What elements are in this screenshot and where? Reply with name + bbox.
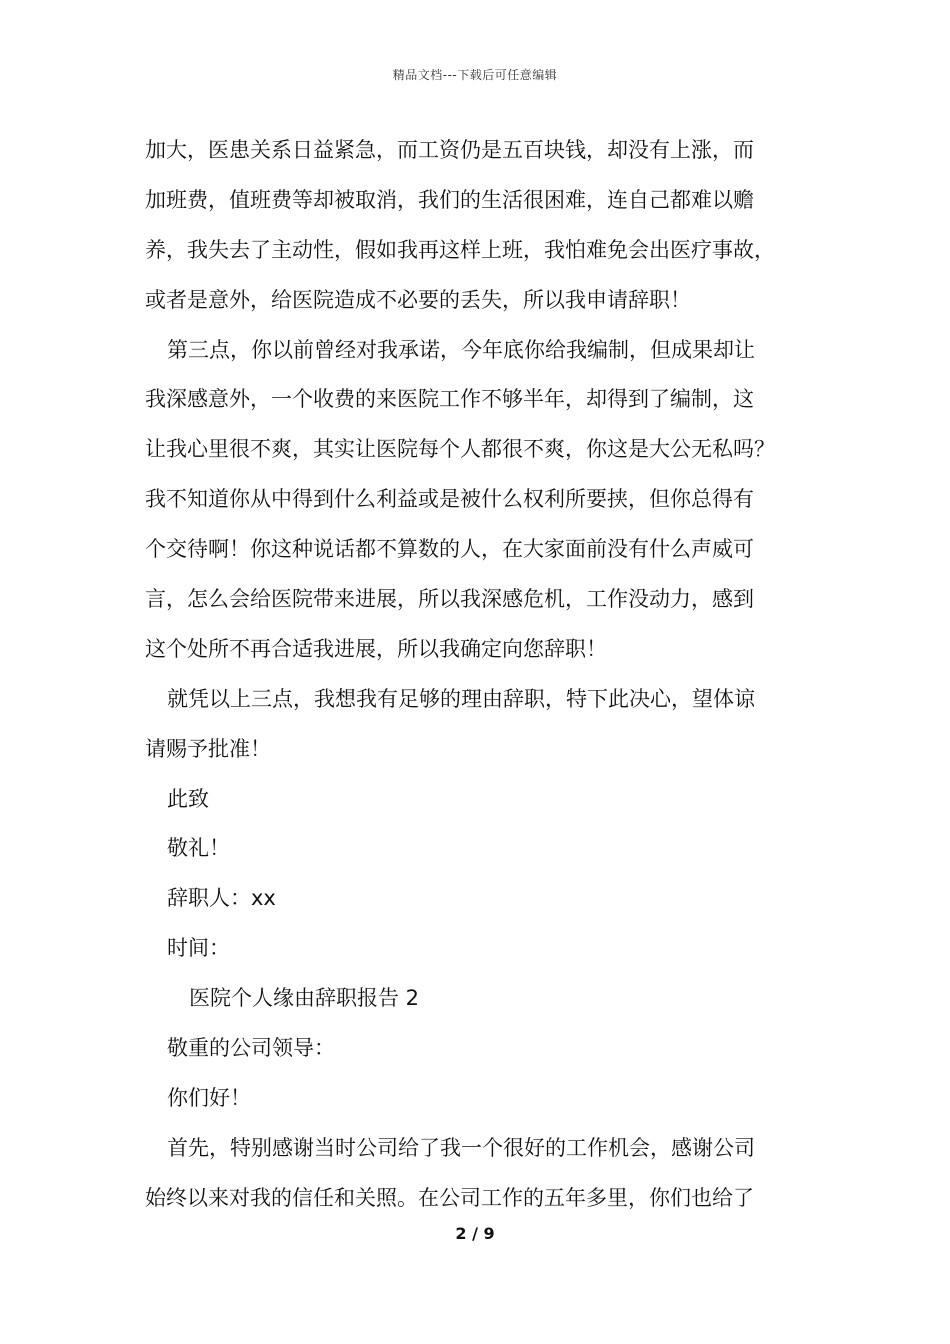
text-line: 就凭以上三点，我想我有足够的理由辞职，特下此决心，望体谅 — [167, 686, 755, 711]
text-line: 或者是意外，给医院造成不必要的丢失，所以我申请辞职！ — [145, 287, 691, 312]
text-line: 加班费，值班费等却被取消，我们的生活很困难，连自己都难以赡 — [145, 187, 754, 212]
signature-line: 辞职人：xx — [167, 886, 276, 911]
text-line: 养，我失去了主动性，假如我再这样上班，我怕难免会出医疗事故， — [145, 237, 775, 262]
section-title: 医院个人缘由辞职报告 2 — [189, 986, 420, 1011]
text-line: 我深感意外，一个收费的来医院工作不够半年，却得到了编制，这 — [145, 387, 754, 412]
greeting-line: 敬重的公司领导： — [167, 1036, 335, 1061]
greeting-line: 你们好！ — [167, 1085, 251, 1110]
closing-regards: 敬礼！ — [167, 836, 230, 861]
text-line: 让我心里很不爽，其实让医院每个人都很不爽，你这是大公无私吗？ — [145, 437, 775, 462]
text-line: 个交待啊！你这种说话都不算数的人，在大家面前没有什么声威可 — [145, 537, 754, 562]
text-line: 请赐予批准！ — [145, 736, 271, 761]
text-line: 始终以来对我的信任和关照。在公司工作的五年多里，你们也给了 — [145, 1185, 754, 1210]
text-line: 我不知道你从中得到什么利益或是被什么权利所要挟，但你总得有 — [145, 487, 754, 512]
page-header: 精品文档---下载后可任意编辑 — [392, 68, 558, 82]
document-body — [145, 126, 835, 1224]
page-number: 2 / 9 — [455, 1224, 495, 1243]
closing-salutation: 此致 — [167, 786, 209, 811]
text-line: 加大，医患关系日益紧急，而工资仍是五百块钱，却没有上涨，而 — [145, 138, 754, 162]
text-line: 第三点，你以前曾经对我承诺，今年底你给我编制，但成果却让 — [167, 337, 755, 362]
text-line: 言，怎么会给医院带来进展，所以我深感危机，工作没动力，感到 — [145, 587, 754, 612]
text-line: 首先，特别感谢当时公司给了我一个很好的工作机会，感谢公司 — [167, 1135, 755, 1160]
date-line: 时间： — [167, 936, 230, 961]
text-line: 这个处所不再合适我进展，所以我确定向您辞职！ — [145, 636, 607, 661]
